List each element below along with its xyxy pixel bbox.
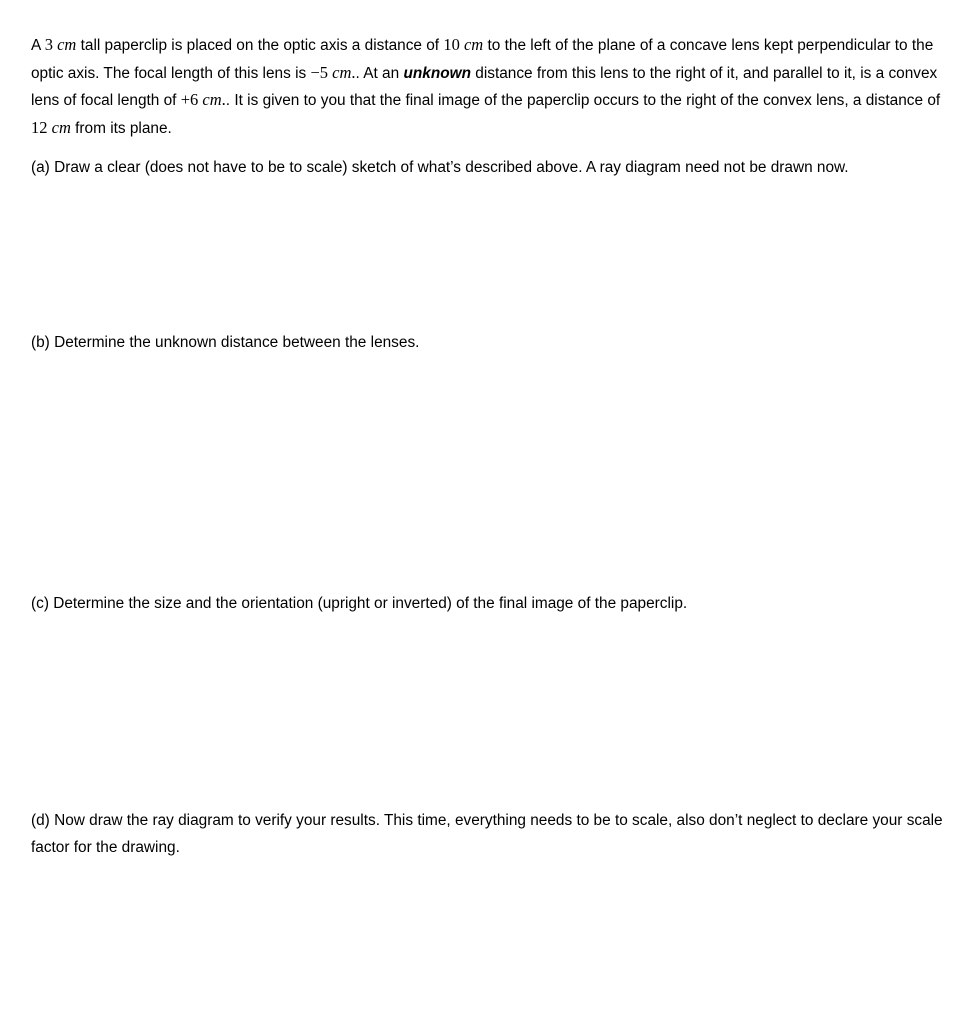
unit-cm: cm: [51, 117, 71, 137]
text-segment: distance from this lens to the right of it, and parallel to it, is a convex lens of focal length of: [31, 64, 938, 109]
text-segment: . At an: [355, 64, 404, 82]
concave-focal-value: −5: [310, 62, 329, 82]
object-distance-value: 10: [443, 35, 460, 54]
text-segment: A: [31, 37, 45, 54]
height-value: 3: [44, 35, 53, 54]
text-segment: to the left of the plane of a concave lens kept perpendicular to the optic axis. The focal length of this lens is: [31, 37, 934, 82]
convex-focal-quantity: +6 cm.: [180, 90, 226, 109]
question-a: (a) Draw a clear (does not have to be to scale) sketch of what’s described above. A ray diagram need not be drawn now.: [31, 159, 849, 176]
problem-statement: [31, 32, 956, 142]
image-distance-value: 12: [31, 117, 48, 137]
convex-focal-value: +6: [180, 90, 199, 109]
concave-focal-quantity: −5 cm.: [310, 62, 356, 82]
unit-cm: cm: [463, 35, 484, 54]
problem-paragraph: [31, 32, 956, 142]
unit-cm: cm: [202, 90, 222, 109]
question-d: (d) Now draw the ray diagram to verify your results. This time, everything needs to be to scale, also don’t neglect to declare your scale factor for the drawing.: [31, 812, 943, 856]
emphasis-unknown: unknown: [403, 64, 471, 82]
height-quantity: [45, 35, 77, 54]
text-segment: . It is given to you that the final image of the paperclip occurs to the right of the convex lens, a distance of: [225, 92, 941, 109]
unit-cm: cm: [57, 35, 77, 54]
image-distance-quantity: [31, 118, 71, 137]
question-c: (c) Determine the size and the orientation (upright or inverted) of the final image of the paperclip.: [31, 595, 688, 612]
text-segment: tall paperclip is placed on the optic axis a distance of: [76, 37, 444, 54]
question-b: (b) Determine the unknown distance between the lenses.: [31, 334, 420, 351]
unit-cm: cm: [332, 62, 352, 82]
text-segment: from its plane.: [70, 119, 172, 137]
object-distance-quantity: [443, 35, 483, 54]
